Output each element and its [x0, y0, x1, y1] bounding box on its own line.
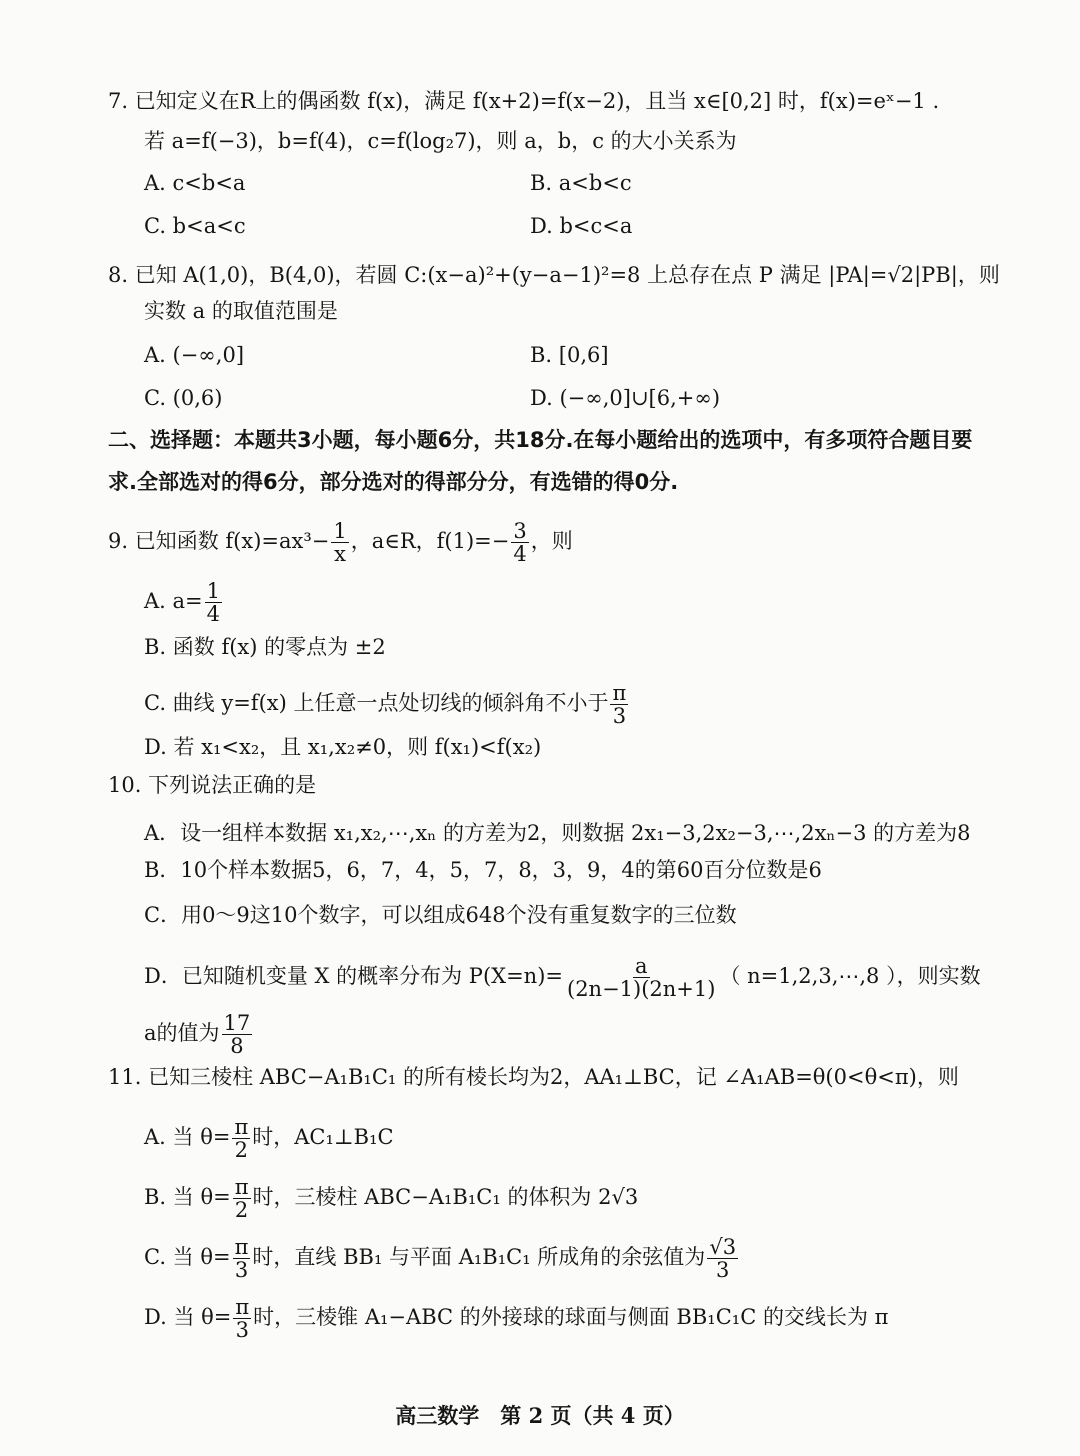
q10-option-d-line2-pre: a的值为 [144, 1021, 220, 1046]
q8-option-b: B. [0,6] [530, 343, 609, 367]
q9-option-a [144, 580, 224, 625]
q10-stem: 10. 下列说法正确的是 [108, 773, 317, 797]
q8-option-c: C. (0,6) [144, 386, 223, 410]
q9-option-c-num: π [612, 681, 627, 705]
q10-option-d-line2-num: 17 [223, 1011, 251, 1035]
q10-option-d [144, 955, 981, 1000]
q9-option-a-den: 4 [206, 602, 221, 627]
q9-option-c [144, 682, 630, 727]
q11-option-a [144, 1116, 394, 1161]
q11-option-a-pre: A. 当 θ= [144, 1125, 231, 1150]
q9-option-d: D. 若 x₁<x₂，且 x₁,x₂≠0，则 f(x₁)<f(x₂) [144, 735, 542, 759]
q7-option-b: B. a<b<c [530, 171, 632, 195]
q10-option-d-line2-fraction [222, 1012, 253, 1057]
q9-option-a-fraction [205, 580, 222, 625]
q9-frac2-num: 3 [513, 519, 527, 543]
q11-option-b [144, 1176, 638, 1221]
q11-option-c-pre: C. 当 θ= [144, 1245, 231, 1270]
q10-option-d-den: (2n−1)(2n+1) [567, 977, 716, 1002]
q9-stem-mid: ，a∈R，f(1)=− [350, 529, 510, 554]
q10-option-d-line2 [144, 1012, 254, 1057]
q11-option-a-den: 2 [234, 1138, 249, 1163]
q11-option-c-num: π [234, 1235, 249, 1259]
q7-stem-line2: 若 a=f(−3)，b=f(4)，c=f(log₂7)，则 a，b，c 的大小关系为 [144, 129, 737, 153]
page-footer: 高三数学 第 2 页（共 4 页） [395, 1403, 685, 1428]
q9-option-a-text: A. a= [144, 589, 203, 614]
q10-option-d-pre: D．已知随机变量 X 的概率分布为 P(X=n)= [144, 964, 563, 989]
q9-stem [108, 520, 1020, 565]
q11-option-d [144, 1296, 888, 1341]
q11-option-d-pre: D. 当 θ= [144, 1305, 232, 1330]
q9-frac2-den: 4 [513, 542, 527, 567]
q11-option-c-value-fraction [707, 1236, 738, 1281]
q9-option-c-fraction [610, 682, 628, 727]
q11-option-c-den: 3 [234, 1258, 249, 1283]
q11-option-b-post: 时，三棱柱 ABC−A₁B₁C₁ 的体积为 2√3 [252, 1185, 639, 1210]
q9-stem-post: ，则 [530, 529, 573, 554]
q10-option-d-fraction [565, 955, 717, 1000]
q10-option-d-num: a [634, 954, 648, 978]
q9-stem-pre: 9. 已知函数 f(x)=ax³− [108, 529, 330, 554]
q11-option-d-den: 3 [235, 1318, 249, 1343]
q8-option-d: D. (−∞,0]∪[6,+∞) [530, 386, 721, 410]
q9-fraction-3-over-4 [511, 520, 528, 565]
q11-option-a-fraction [232, 1116, 250, 1161]
q10-option-a: A．设一组样本数据 x₁,x₂,⋯,xₙ 的方差为2，则数据 2x₁−3,2x₂−3,⋯,2xₙ−3 的方差为8 [144, 821, 971, 845]
q9-option-b: B. 函数 f(x) 的零点为 ±2 [144, 635, 386, 659]
q11-option-d-fraction [233, 1296, 251, 1341]
q10-option-b: B．10个样本数据5，6，7，4，5，7，8，3，9，4的第60百分位数是6 [144, 858, 822, 882]
q9-frac1-num: 1 [333, 519, 347, 543]
q9-frac1-den: x [334, 542, 346, 567]
q10-option-d-post: （ n=1,2,3,⋯,8 ），则实数 [719, 964, 981, 989]
q8-stem-line2: 实数 a 的取值范围是 [144, 299, 338, 323]
q11-option-b-den: 2 [234, 1198, 249, 1223]
q11-option-c-fraction [233, 1236, 251, 1281]
q11-option-a-post: 时，AC₁⊥B₁C [252, 1125, 394, 1150]
q9-option-a-num: 1 [206, 579, 221, 603]
q9-option-c-text: C. 曲线 y=f(x) 上任意一点处切线的倾斜角不小于 [144, 691, 609, 716]
q11-option-d-post: 时，三棱锥 A₁−ABC 的外接球的球面与侧面 BB₁C₁C 的交线长为 π [253, 1305, 889, 1330]
q10-option-d-line2-den: 8 [230, 1034, 244, 1059]
q7-option-d: D. b<c<a [530, 214, 633, 238]
section2-instructions-line2: 求.全部选对的得6分，部分选对的得部分分，有选错的得0分. [108, 470, 679, 494]
section2-instructions-line1: 二、选择题：本题共3小题，每小题6分，共18分.在每小题给出的选项中，有多项符合题目要 [108, 428, 973, 452]
q9-fraction-1-over-x [331, 520, 348, 565]
q11-option-c-value-num: √3 [709, 1235, 737, 1259]
q11-option-c-value-den: 3 [716, 1258, 730, 1283]
q11-stem: 11. 已知三棱柱 ABC−A₁B₁C₁ 的所有棱长均为2，AA₁⊥BC，记 ∠A₁AB=θ(0<θ<π)，则 [108, 1065, 959, 1089]
q11-option-b-num: π [234, 1175, 249, 1199]
q8-stem-line1: 8. 已知 A(1,0)，B(4,0)，若圆 C:(x−a)²+(y−a−1)²=8 上总存在点 P 满足 |PA|=√2|PB|，则 [108, 263, 1000, 287]
q7-option-a: A. c<b<a [144, 171, 246, 195]
q10-option-c: C．用0～9这10个数字，可以组成648个没有重复数字的三位数 [144, 903, 737, 927]
q11-option-c-post: 时，直线 BB₁ 与平面 A₁B₁C₁ 所成角的余弦值为 [252, 1245, 706, 1270]
q11-option-b-fraction [233, 1176, 251, 1221]
q7-option-c: C. b<a<c [144, 214, 246, 238]
q9-option-c-den: 3 [612, 704, 627, 729]
q11-option-a-num: π [234, 1115, 249, 1139]
q11-option-d-num: π [235, 1295, 250, 1319]
q7-stem-line1: 7. 已知定义在R上的偶函数 f(x)，满足 f(x+2)=f(x−2)，且当 x∈[0,2] 时，f(x)=eˣ−1 . [108, 89, 940, 113]
q11-option-c [144, 1236, 740, 1281]
q11-option-b-pre: B. 当 θ= [144, 1185, 231, 1210]
q8-option-a: A. (−∞,0] [144, 343, 245, 367]
